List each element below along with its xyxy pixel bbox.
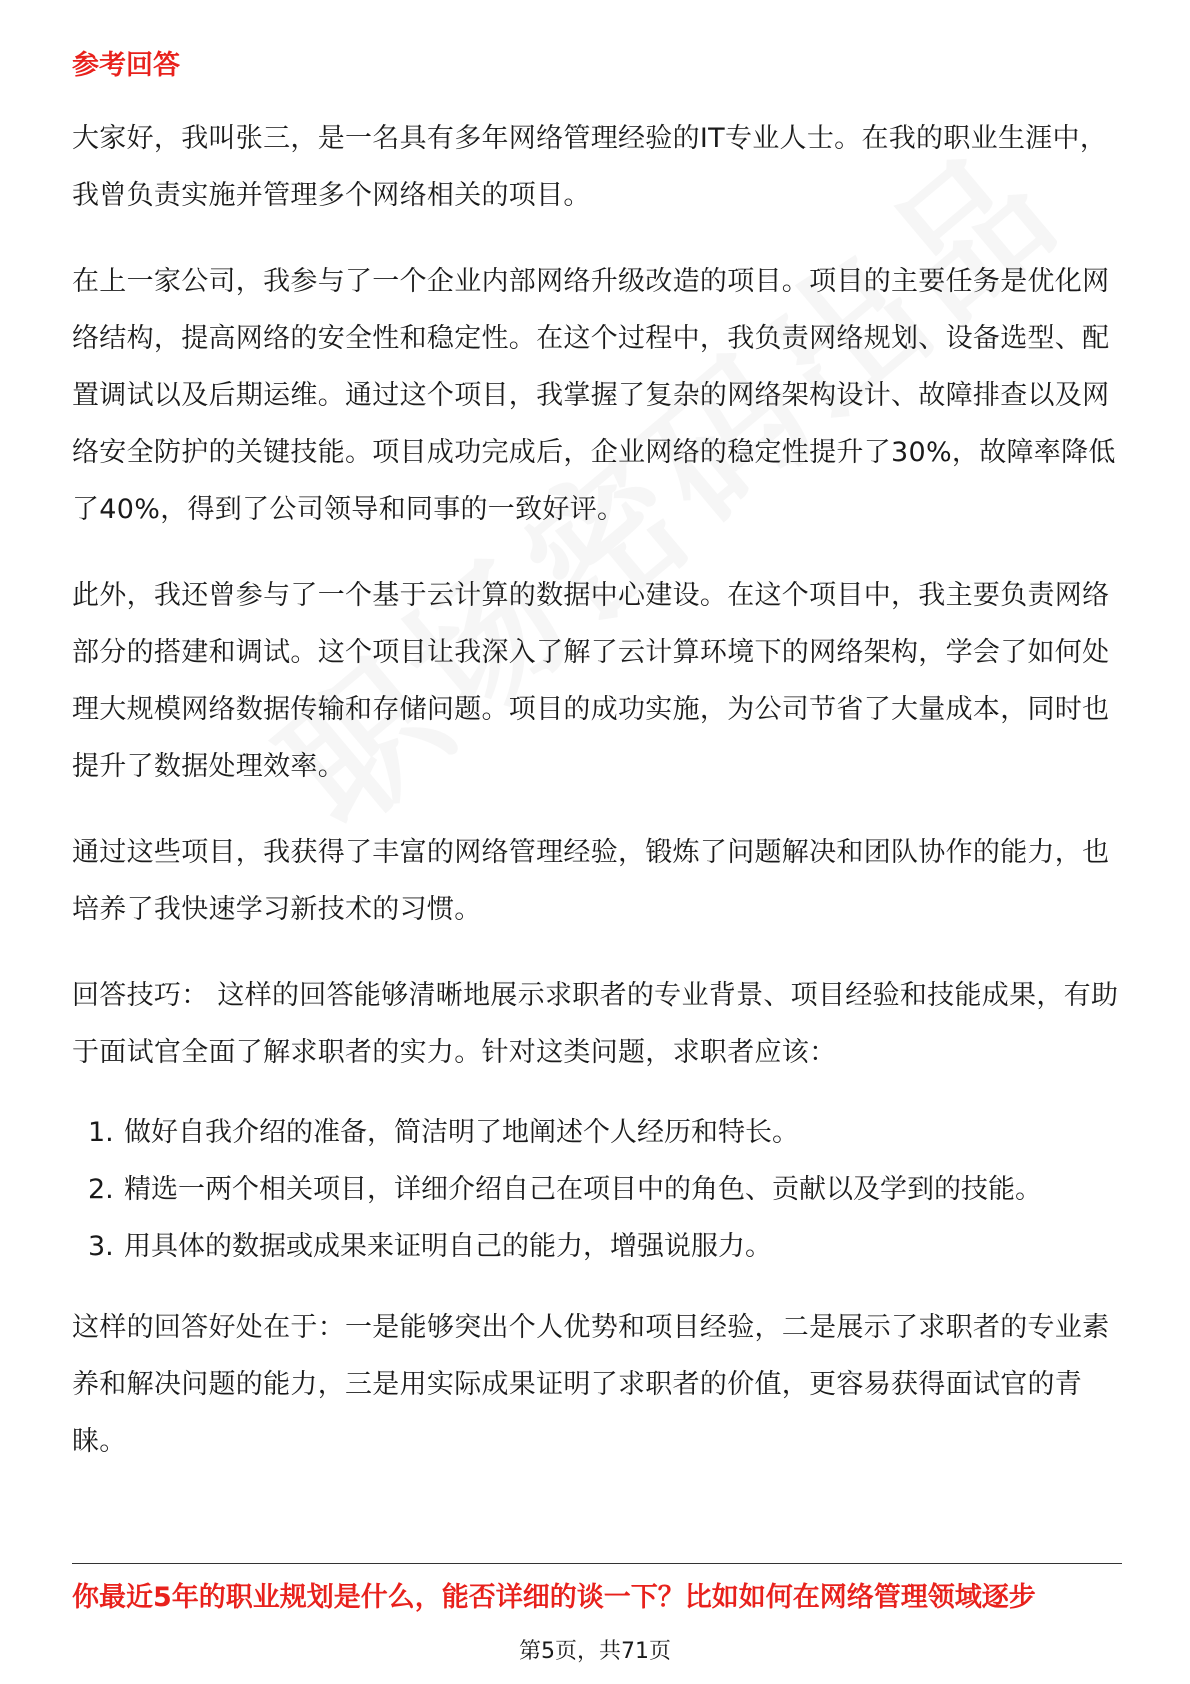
paragraph-intro: 大家好，我叫张三，是一名具有多年网络管理经验的IT专业人士。在我的职业生涯中，我曾负责实施并管理多个网络相关的项目。 bbox=[72, 123, 1108, 211]
list-item-text: 用具体的数据或成果来证明自己的能力，增强说服力。 bbox=[124, 1231, 772, 1262]
divider bbox=[72, 1563, 1122, 1564]
list-item-number: 1. bbox=[88, 1117, 114, 1148]
paragraph-closing: 这样的回答好处在于：一是能够突出个人优势和项目经验，二是展示了求职者的专业素养和解决问题的能力，三是用实际成果证明了求职者的价值，更容易获得面试官的青睐。 bbox=[72, 1312, 1110, 1457]
list-item-number: 3. bbox=[88, 1231, 114, 1262]
answer-section bbox=[72, 46, 1122, 1499]
section-title: 参考回答 bbox=[72, 50, 180, 81]
list-item-number: 2. bbox=[88, 1174, 114, 1205]
paragraph-summary: 通过这些项目，我获得了丰富的网络管理经验，锻炼了问题解决和团队协作的能力，也培养了我快速学习新技术的习惯。 bbox=[72, 837, 1110, 925]
tips-list bbox=[72, 1104, 1122, 1275]
next-question-heading: 你最近5年的职业规划是什么，能否详细的谈一下？比如如何在网络管理领域逐步 bbox=[72, 1582, 1036, 1613]
list-item-text: 做好自我介绍的准备，简洁明了地阐述个人经历和特长。 bbox=[124, 1117, 799, 1148]
page-number-footer: 第5页，共71页 bbox=[519, 1639, 671, 1664]
list-item bbox=[72, 1161, 1122, 1218]
list-item bbox=[72, 1104, 1122, 1161]
paragraph-answer-tips: 回答技巧： 这样的回答能够清晰地展示求职者的专业背景、项目经验和技能成果，有助于面试官全面了解求职者的实力。针对这类问题，求职者应该： bbox=[72, 980, 1119, 1068]
list-item-text: 精选一两个相关项目，详细介绍自己在项目中的角色、贡献以及学到的技能。 bbox=[124, 1174, 1042, 1205]
paragraph-project-2: 此外，我还曾参与了一个基于云计算的数据中心建设。在这个项目中，我主要负责网络部分的搭建和调试。这个项目让我深入了解了云计算环境下的网络架构，学会了如何处理大规模网络数据传输和存储问题。项目的成功实施，为公司节省了大量成本，同时也提升了数据处理效率。 bbox=[72, 580, 1110, 782]
paragraph-project-1: 在上一家公司，我参与了一个企业内部网络升级改造的项目。项目的主要任务是优化网络结构，提高网络的安全性和稳定性。在这个过程中，我负责网络规划、设备选型、配置调试以及后期运维。通过这个项目，我掌握了复杂的网络架构设计、故障排查以及网络安全防护的关键技能。项目成功完成后，企业网络的稳定性提升了30%，故障率降低了40%，得到了公司领导和同事的一致好评。 bbox=[72, 266, 1116, 525]
list-item bbox=[72, 1218, 1122, 1275]
